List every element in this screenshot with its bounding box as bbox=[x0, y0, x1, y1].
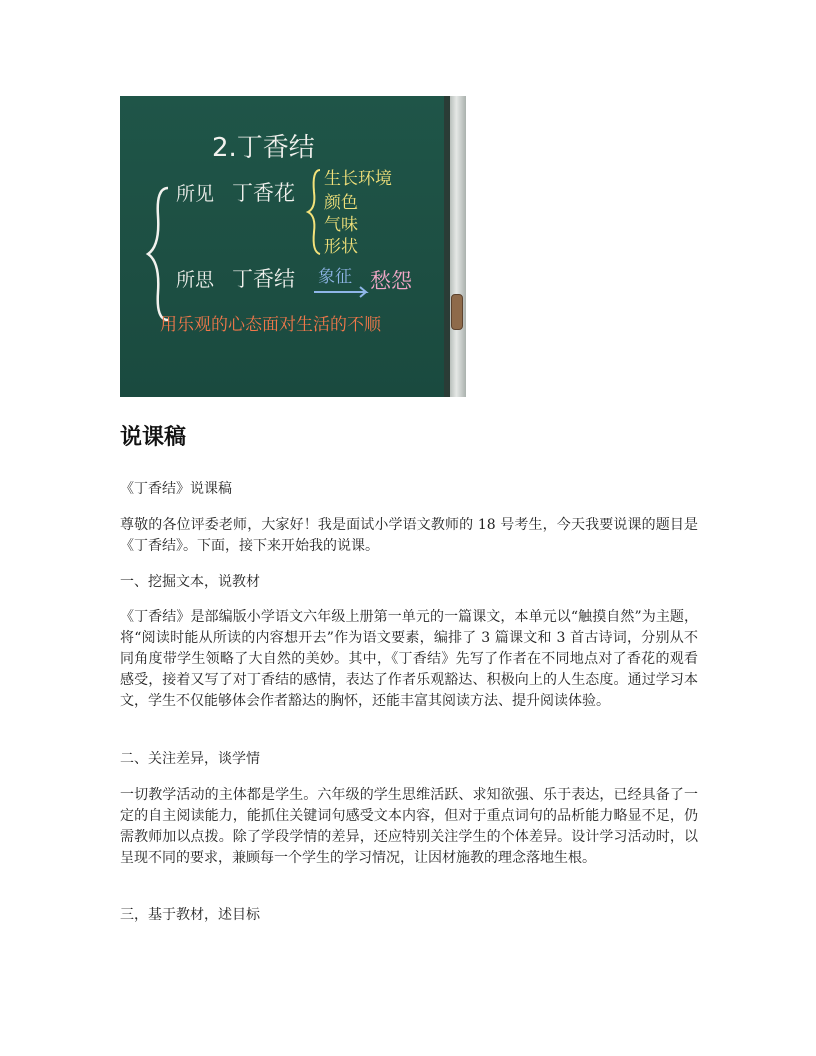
blackboard-writing bbox=[120, 96, 466, 397]
board-title: 2.丁香结 bbox=[212, 133, 315, 163]
board-item-3: 气味 bbox=[324, 215, 358, 235]
document-title: 说课稿 bbox=[120, 425, 187, 450]
board-item-4: 形状 bbox=[324, 237, 358, 257]
intro-paragraph: 尊敬的各位评委老师，大家好！我是面试小学语文教师的 18 号考生，今天我要说课的题目是《丁香结》。下面，接下来开始我的说课。 bbox=[120, 517, 698, 554]
board-line2-result: 愁怨 bbox=[370, 269, 412, 293]
board-item-1: 生长环境 bbox=[324, 169, 392, 189]
blackboard-photo bbox=[120, 96, 466, 397]
board-item-2: 颜色 bbox=[324, 193, 358, 213]
section2-heading: 二、关注差异，谈学情 bbox=[120, 751, 260, 767]
board-arrow bbox=[314, 287, 366, 297]
board-bottom-line: 用乐观的心态面对生活的不顺 bbox=[160, 315, 381, 335]
section1-body: 《丁香结》是部编版小学语文六年级上册第一单元的一篇课文，本单元以“触摸自然”为主题，将“阅读时能从所读的内容想开去”作为语文要素，编排了 3 篇课文和 3 首古诗词，分别从不同角度带学生领略了大自然的美妙。其中，《丁香结》先写了作者在不同地点对了香花的观看感受，接着又写了对丁香结的感情，表达了作者乐观豁达、积极向上的人生态度。通过学习本文，学生不仅能够体会作者豁达的胸怀，还能丰富其阅读方法、提升阅读体验。 bbox=[120, 609, 698, 709]
section2-body: 一切教学活动的主体都是学生。六年级的学生思维活跃、求知欲强、乐于表达，已经具备了一定的自主阅读能力，能抓住关键词句感受文本内容，但对于重点词句的品析能力略显不足，仍需教师加以点拨。除了学段学情的差异，还应特别关注学生的个体差异。设计学习活动时，以呈现不同的要求，兼顾每一个学生的学习情况，让因材施教的理念落地生根。 bbox=[120, 787, 698, 866]
board-line1-subject: 丁香花 bbox=[232, 181, 295, 205]
document-subtitle: 《丁香结》说课稿 bbox=[120, 481, 232, 497]
board-brace bbox=[148, 188, 168, 320]
section1-heading: 一、挖掘文本，说教材 bbox=[120, 574, 260, 590]
section3-heading: 三，基于教材，述目标 bbox=[120, 907, 260, 923]
board-line2-subject: 丁香结 bbox=[232, 267, 295, 291]
board-small-brace bbox=[308, 170, 320, 254]
board-line2-label: 所思 bbox=[176, 269, 215, 291]
board-line1-label: 所见 bbox=[176, 183, 215, 205]
board-line2-link: 象征 bbox=[318, 267, 352, 287]
